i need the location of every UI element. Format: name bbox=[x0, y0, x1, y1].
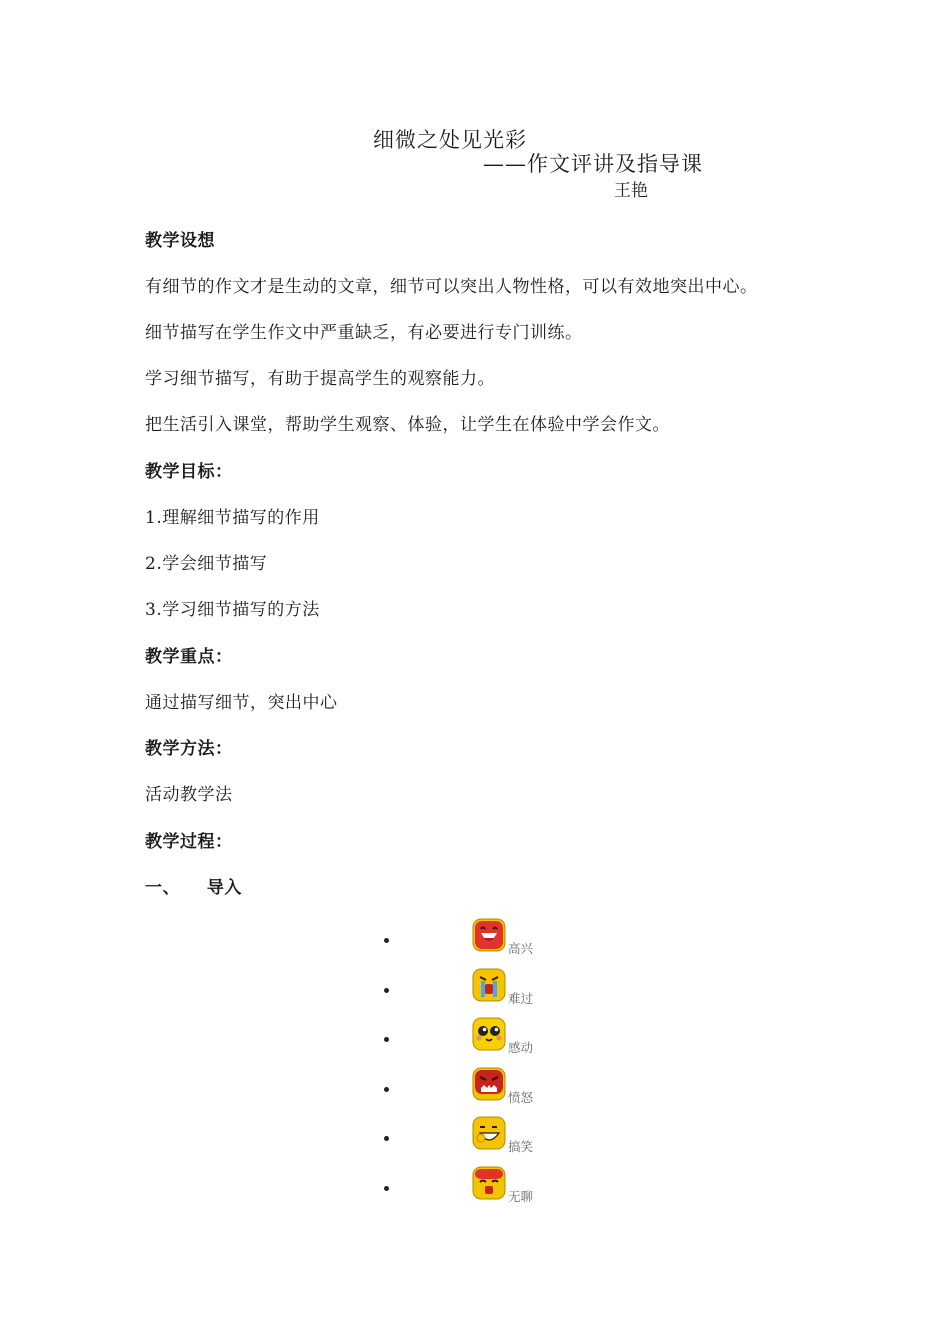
bullet-icon bbox=[384, 1037, 389, 1042]
moved-face-icon bbox=[472, 1017, 506, 1051]
emoticon-label: 感动 bbox=[508, 1040, 534, 1056]
author-name: 王艳 bbox=[614, 181, 648, 201]
step-1-label: 导入 bbox=[206, 878, 242, 898]
design-line-1: 有细节的作文才是生动的文章，细节可以突出人物性格，可以有效地突出中心。 bbox=[145, 277, 758, 297]
bullet-icon bbox=[384, 938, 389, 943]
document-subtitle: ——作文评讲及指导课 bbox=[483, 152, 703, 176]
design-line-3: 学习细节描写，有助于提高学生的观察能力。 bbox=[145, 369, 495, 389]
heading-goals: 教学目标： bbox=[145, 462, 233, 482]
list-item bbox=[380, 1110, 580, 1160]
bored-face-icon bbox=[472, 1166, 506, 1200]
list-item bbox=[380, 1011, 580, 1061]
heading-method: 教学方法： bbox=[145, 739, 233, 759]
bullet-icon bbox=[384, 1186, 389, 1191]
step-1-number: 一、 bbox=[145, 878, 180, 898]
bullet-icon bbox=[384, 988, 389, 993]
heading-focus: 教学重点： bbox=[145, 647, 233, 667]
angry-face-icon bbox=[472, 1067, 506, 1101]
heading-design: 教学设想 bbox=[145, 231, 215, 251]
goal-item-1: 1.理解细节描写的作用 bbox=[145, 508, 320, 528]
goal-item-3: 3.学习细节描写的方法 bbox=[145, 600, 320, 620]
heading-process: 教学过程： bbox=[145, 832, 233, 852]
emoticon-label: 无聊 bbox=[508, 1188, 534, 1204]
bullet-icon bbox=[384, 1087, 389, 1092]
happy-face-icon bbox=[472, 918, 506, 952]
design-line-2: 细节描写在学生作文中严重缺乏，有必要进行专门训练。 bbox=[145, 323, 583, 343]
crying-face-icon bbox=[472, 968, 506, 1002]
funny-face-icon bbox=[472, 1116, 506, 1150]
design-line-4: 把生活引入课堂，帮助学生观察、体验，让学生在体验中学会作文。 bbox=[145, 415, 670, 435]
list-item bbox=[380, 1160, 580, 1210]
emoticon-list bbox=[380, 912, 580, 1210]
method-text: 活动教学法 bbox=[145, 785, 233, 805]
emoticon-label: 愤怒 bbox=[508, 1089, 534, 1105]
emoticon-label: 高兴 bbox=[508, 941, 534, 956]
list-item bbox=[380, 1061, 580, 1111]
list-item bbox=[380, 962, 580, 1012]
goal-item-2: 2.学会细节描写 bbox=[145, 554, 268, 574]
emoticon-label: 难过 bbox=[508, 990, 534, 1006]
step-1-heading bbox=[145, 873, 242, 898]
focus-text: 通过描写细节，突出中心 bbox=[145, 693, 338, 713]
bullet-icon bbox=[384, 1136, 389, 1141]
document-title: 细微之处见光彩 bbox=[373, 128, 527, 152]
list-item bbox=[380, 912, 580, 962]
emoticon-label: 搞笑 bbox=[508, 1139, 534, 1155]
